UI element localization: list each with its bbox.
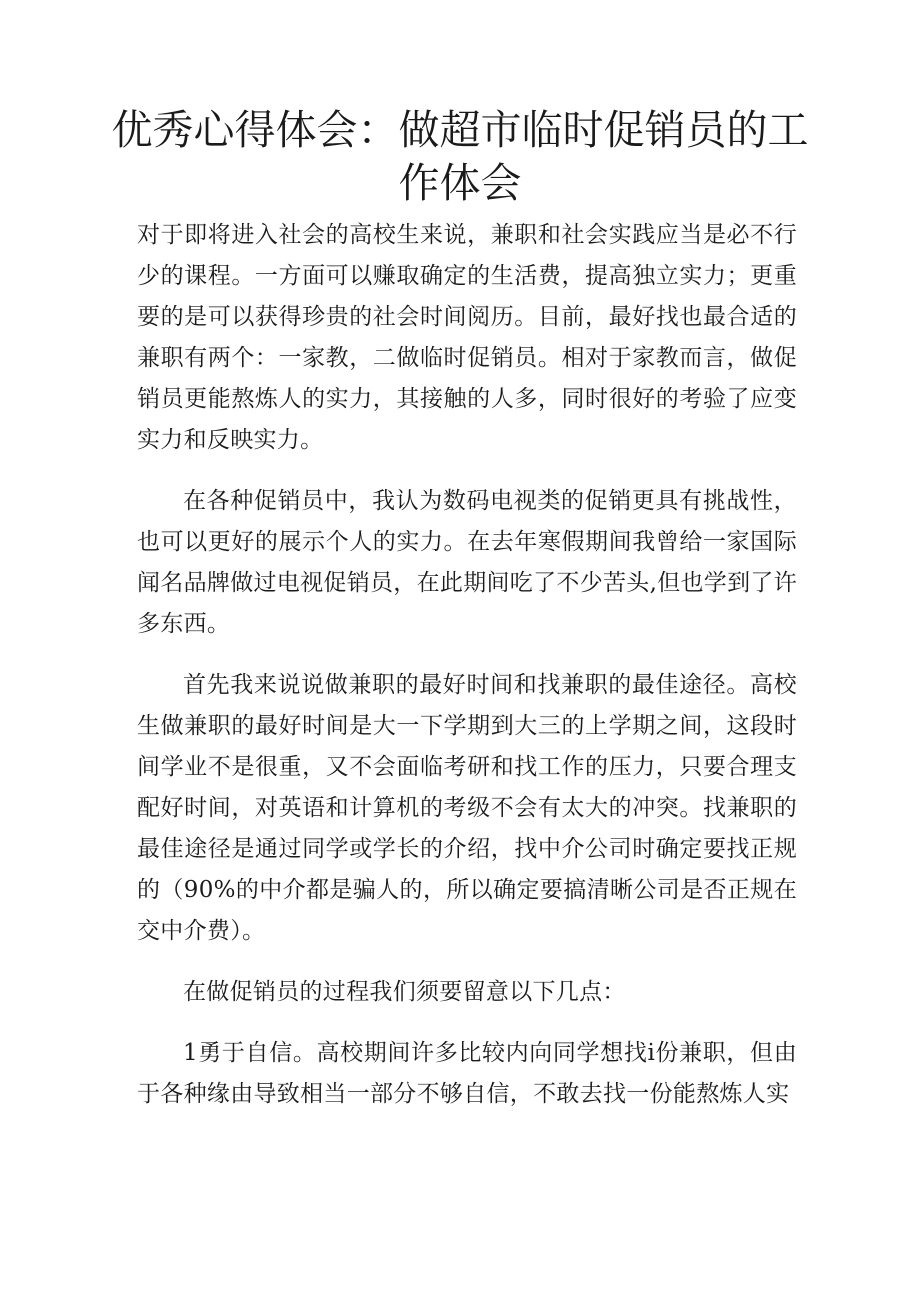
paragraph-intro: 对于即将进入社会的高校生来说，兼职和社会实践应当是必不行少的课程。一方面可以赚取确定的生活费，提高独立实力；更重要的是可以获得珍贵的社会时间阅历。目前，最好找也最合适的兼职有两个：一家教，二做临时促销员。相对于家教而言，做促销员更能熬炼人的实力，其接触的人多，同时很好的考验了应变实力和反映实力。 — [137, 222, 797, 453]
paragraph-point-1: 1勇于自信。高校期间许多比较内向同学想找i份兼职，但由于各种缘由导致相当一部分不够自信，不敢去找一份能熬炼人实 — [137, 1040, 797, 1107]
paragraph-promoter-types: 在各种促销员中，我认为数码电视类的促销更具有挑战性，也可以更好的展示个人的实力。在去年寒假期间我曾给一家国际闻名品牌做过电视促销员，在此期间吃了不少苦头,但也学到了许多东西。 — [137, 488, 798, 637]
document-title: 优秀心得体会：做超市临时促销员的工作体会 — [111, 106, 809, 207]
document-body — [137, 215, 797, 1135]
paragraph-points-intro: 在做促销员的过程我们须要留意以下几点： — [183, 979, 626, 1005]
paragraph-best-time: 首先我来说说做兼职的最好时间和找兼职的最佳途径。高校生做兼职的最好时间是大一下学期到大三的上学期之间，这段时间学业不是很重，又不会面临考研和找工作的压力，只要合理支配好时间，对英语和计算机的考级不会有太大的冲突。找兼职的最佳途径是通过同学或学长的介绍，找中介公司时确定要找正规的（90%的中介都是骗人的，所以确定要搞清晰公司是否正规在交中介费）。 — [137, 672, 797, 944]
